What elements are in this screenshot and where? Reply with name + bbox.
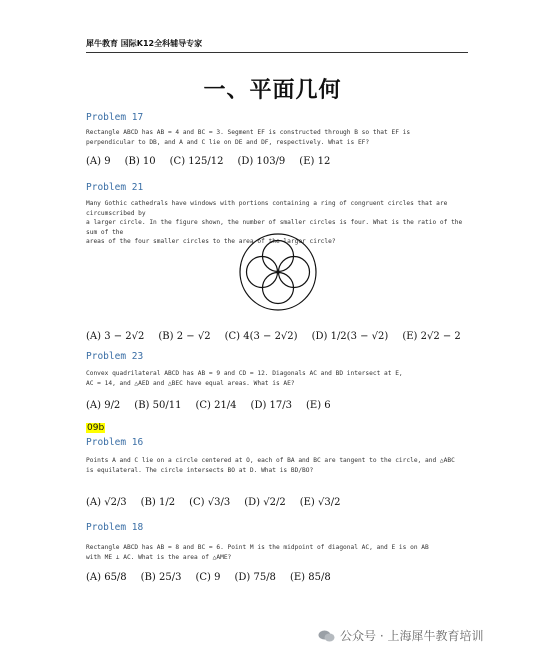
problem-18-choices bbox=[86, 572, 471, 583]
problem-21-line: areas of the four smaller circles to the area of the larger circle? bbox=[86, 238, 336, 245]
choice: (A) 9 bbox=[86, 156, 111, 167]
problem-23-choices bbox=[86, 400, 471, 411]
wechat-icon bbox=[318, 630, 335, 642]
problem-16-choices bbox=[86, 497, 471, 508]
choice: (B) 25/3 bbox=[140, 572, 182, 583]
gothic-window-figure bbox=[238, 232, 318, 312]
problem-21-line: a larger circle. In the figure shown, the number of smaller circles is four. What is the ratio of the sum of the bbox=[86, 219, 463, 236]
problem-21-label: Problem 21 bbox=[86, 182, 144, 193]
small-circle-right bbox=[279, 257, 310, 288]
problem-17-line: Rectangle ABCD has AB = 4 and BC = 3. Segment EF is constructed through B so that EF is bbox=[86, 129, 411, 136]
watermark-text: 公众号 · 上海犀牛教育培训 bbox=[340, 629, 484, 643]
problem-23-line: AC = 14, and △AED and △BEC have equal areas. What is AE? bbox=[86, 379, 295, 387]
choice: (A) √2/3 bbox=[86, 497, 127, 508]
page-header: 犀牛教育 国际K12全科辅导专家 bbox=[86, 38, 468, 53]
choice: (B) 10 bbox=[124, 156, 156, 167]
watermark bbox=[318, 627, 483, 644]
choice: (D) 75/8 bbox=[234, 572, 276, 583]
small-circle-top bbox=[263, 241, 294, 272]
choice: (E) √3/2 bbox=[299, 497, 341, 508]
choice: (D) 17/3 bbox=[250, 400, 293, 411]
problem-17-choices bbox=[86, 156, 471, 167]
problem-23-line: Convex quadrilateral ABCD has AB = 9 and CD = 12. Diagonals AC and BD intersect at E, bbox=[86, 370, 403, 377]
choice: (C) 21/4 bbox=[195, 400, 237, 411]
problem-18-line: with ME ⊥ AC. What is the area of △AME? bbox=[86, 553, 232, 561]
choice: (E) 85/8 bbox=[289, 572, 331, 583]
problem-21-line: Many Gothic cathedrals have windows with portions containing a ring of congruent circles that are circumscribed by bbox=[86, 200, 448, 217]
small-circle-left bbox=[247, 257, 278, 288]
choice: (C) 4(3 − 2√2) bbox=[224, 331, 298, 342]
choice: (A) 65/8 bbox=[86, 572, 127, 583]
choice: (C) √3/3 bbox=[189, 497, 231, 508]
choice: (D) √2/2 bbox=[244, 497, 286, 508]
choice: (A) 3 − 2√2 bbox=[86, 331, 145, 342]
problem-18-text bbox=[86, 543, 471, 562]
problem-17-text bbox=[86, 128, 471, 147]
choice: (A) 9/2 bbox=[86, 400, 121, 411]
choice: (C) 9 bbox=[195, 572, 221, 583]
choice: (B) 2 − √2 bbox=[158, 331, 211, 342]
choice: (D) 1/2(3 − √2) bbox=[311, 331, 389, 342]
problem-17-label: Problem 17 bbox=[86, 112, 144, 123]
highlight-tag: 09b bbox=[87, 423, 105, 433]
problem-16-text bbox=[86, 456, 471, 475]
problem-17-line: perpendicular to DB, and A and C lie on DE and DF, respectively. What is EF? bbox=[86, 138, 370, 146]
choice: (E) 2√2 − 2 bbox=[402, 331, 461, 342]
choice: (C) 125/12 bbox=[169, 156, 224, 167]
small-circle-bottom bbox=[263, 273, 294, 304]
choice: (B) 50/11 bbox=[134, 400, 182, 411]
problem-23-text bbox=[86, 369, 471, 388]
problem-16-label: Problem 16 bbox=[86, 437, 144, 448]
problem-23-label: Problem 23 bbox=[86, 351, 144, 362]
choice: (B) 1/2 bbox=[140, 497, 176, 508]
problem-18-line: Rectangle ABCD has AB = 8 and BC = 6. Point M is the midpoint of diagonal AC, and E is on AB bbox=[86, 544, 429, 551]
problem-16-line: is equilateral. The circle intersects BO at D. What is BD/BO? bbox=[86, 466, 314, 474]
choice: (D) 103/9 bbox=[237, 156, 286, 167]
choice: (E) 6 bbox=[306, 400, 331, 411]
problem-16-line: Points A and C lie on a circle centered at O, each of BA and BC are tangent to the circle, and △ABC bbox=[86, 457, 455, 464]
problem-21-choices bbox=[86, 331, 471, 342]
problem-18-label: Problem 18 bbox=[86, 522, 144, 533]
section-title: 一、平面几何 bbox=[203, 78, 342, 103]
choice: (E) 12 bbox=[299, 156, 331, 167]
